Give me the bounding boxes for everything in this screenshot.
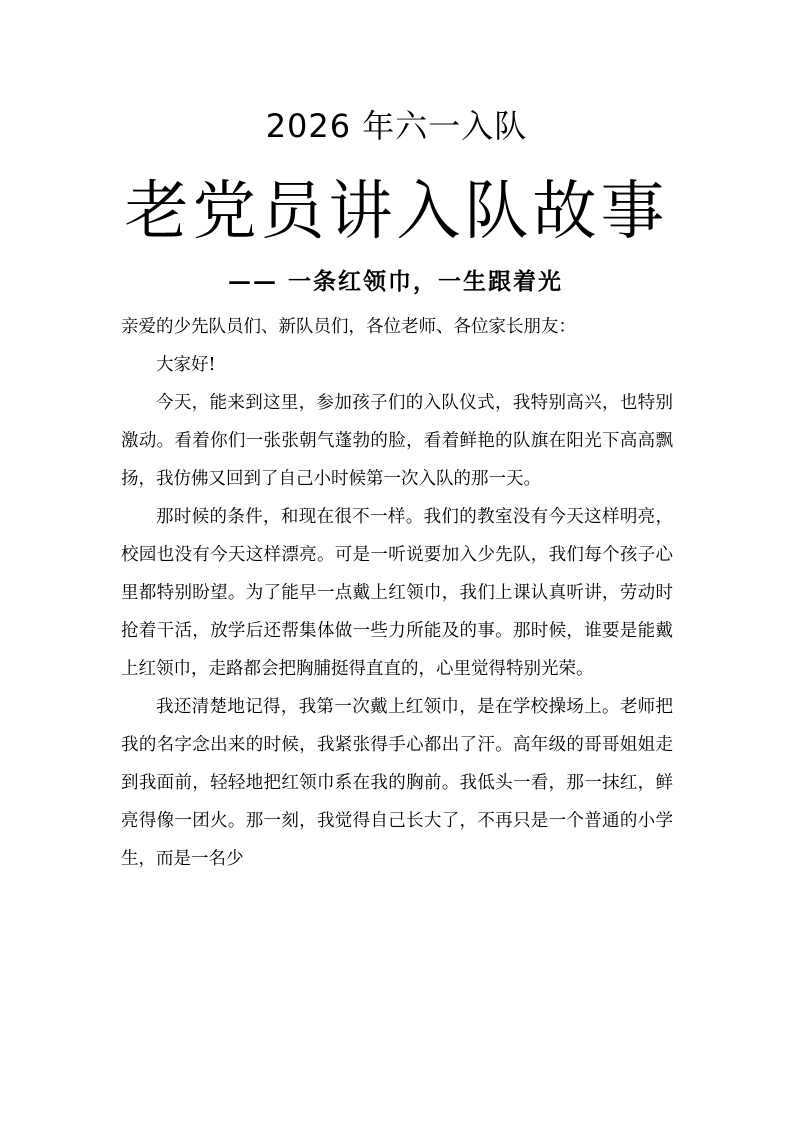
paragraph-2: 那时候的条件，和现在很不一样。我们的教室没有今天这样明亮，校园也没有今天这样漂亮。可是一听说要加入少先队，我们每个孩子心里都特别盼望。为了能早一点戴上红领巾，我们上课认真听讲，劳动时抢着干活，放学后还帮集体做一些力所能及的事。那时候，谁要是能戴上红领巾，走路都会把胸脯挺得直直的，心里觉得特别光荣。 [121,507,673,679]
paragraph-3: 我还清楚地记得，我第一次戴上红领巾，是在学校操场上。老师把我的名字念出来的时候，我紧张得手心都出了汗。高年级的哥哥姐姐走到我面前，轻轻地把红领巾系在我的胸前。我低头一看，那一抹红，鲜亮得像一团火。那一刻，我觉得自己长大了，不再只是一个普通的小学生，而是一名少 [121,697,673,869]
main-title: 老党员讲入队故事 [124,175,669,249]
subtitle: —— 一条红领巾，一生跟着光 [228,268,564,295]
greeting: 大家好! [156,355,216,375]
year-title: 2026 年六一入队 [265,107,528,145]
salutation: 亲爱的少先队员们、新队员们，各位老师、各位家长朋友： [121,317,576,337]
paragraph-1: 今天，能来到这里，参加孩子们的入队仪式，我特别高兴，也特别激动。看着你们一张张朝气蓬勃的脸，看着鲜艳的队旗在阳光下高高飘扬，我仿佛又回到了自己小时候第一次入队的那一天。 [121,393,673,489]
speech-body [121,308,673,878]
